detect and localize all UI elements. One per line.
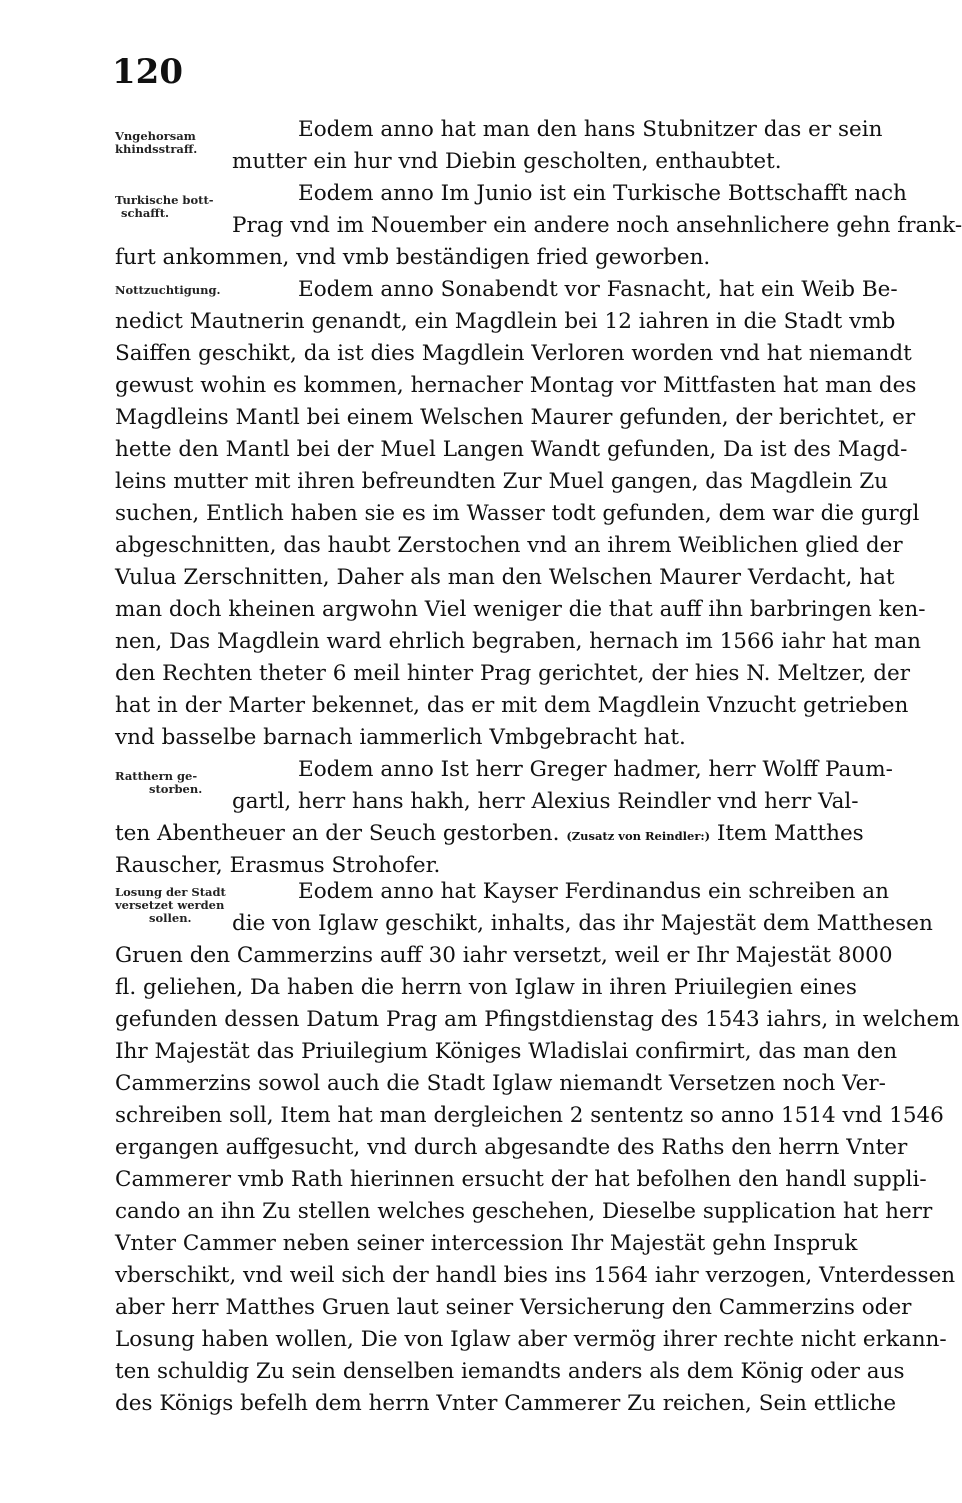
- text-line: den Rechten theter 6 meil hinter Prag gerichtet, der hies N. Meltzer, der: [115, 661, 910, 686]
- text-line: nedict Mautnerin genandt, ein Magdlein bei 12 iahren in die Stadt vmb: [115, 309, 896, 334]
- text-line: man doch kheinen argwohn Viel weniger die that auff ihn barbringen ken-: [115, 597, 926, 622]
- entry-first-line: Eodem anno Ist herr Greger hadmer, herr Wolff Paum-: [298, 757, 893, 782]
- margin-note-line: versetzet werden: [115, 898, 225, 912]
- text-line: die von Iglaw geschikt, inhalts, das ihr Majestät dem Matthesen: [232, 911, 933, 936]
- text-line: Magdleins Mantl bei einem Welschen Maurer gefunden, der berichtet, er: [115, 405, 916, 430]
- text-line: ergangen auffgesucht, vnd durch abgesandte des Raths den herrn Vnter: [115, 1135, 908, 1160]
- margin-note: [115, 284, 285, 297]
- text-line: Vnter Cammer neben seiner intercession Ihr Majestät gehn Inspruk: [115, 1231, 858, 1256]
- text-line: Losung haben wollen, Die von Iglaw aber vermög ihrer rechte nicht erkann-: [115, 1327, 947, 1352]
- entry-first-line: Eodem anno hat man den hans Stubnitzer das er sein: [298, 117, 883, 142]
- text-line: hat in der Marter bekennet, das er mit dem Magdlein Vnzucht getrieben: [115, 693, 909, 718]
- text-line: gewust wohin es kommen, hernacher Montag vor Mittfasten hat man des: [115, 373, 917, 398]
- margin-note-line: Ratthern ge-: [115, 769, 198, 783]
- text-line: leins mutter mit ihren befreundten Zur Muel gangen, das Magdlein Zu: [115, 469, 889, 494]
- text-line: nen, Das Magdlein ward ehrlich begraben, hernach im 1566 iahr hat man: [115, 629, 922, 654]
- margin-note-line: schafft.: [121, 206, 170, 220]
- text-line-part: ten Abentheuer an der Seuch gestorben.: [115, 821, 560, 846]
- text-line: suchen, Entlich haben sie es im Wasser todt gefunden, dem war die gurgl: [115, 501, 920, 526]
- text-line: des Königs befelh dem herrn Vnter Cammerer Zu reichen, Sein ettliche: [115, 1391, 897, 1416]
- text-line: aber herr Matthes Gruen laut seiner Versicherung den Cammerzins oder: [115, 1295, 912, 1320]
- text-line: Vulua Zerschnitten, Daher als man den Welschen Maurer Verdacht, hat: [115, 565, 895, 590]
- margin-note-line: Nottzuchtigung.: [115, 283, 221, 297]
- margin-note-line: Turkische bott-: [115, 193, 214, 207]
- margin-note-line: Losung der Stadt: [115, 885, 226, 899]
- text-line: vnd basselbe barnach iammerlich Vmbgebracht hat.: [115, 725, 686, 750]
- text-line: furt ankommen, vnd vmb beständigen fried geworben.: [115, 245, 711, 270]
- text-line: cando an ihn Zu stellen welches geschehen, Dieselbe supplication hat herr: [115, 1199, 933, 1224]
- margin-note-line: sollen.: [149, 911, 192, 925]
- text-line: fl. geliehen, Da haben die herrn von Iglaw in ihren Priuilegien eines: [115, 975, 857, 1000]
- text-line: [115, 818, 864, 852]
- text-line: gefunden dessen Datum Prag am Pfingstdienstag des 1543 iahrs, in welchem: [115, 1007, 960, 1032]
- text-line: hette den Mantl bei der Muel Langen Wandt gefunden, Da ist des Magd-: [115, 437, 908, 462]
- text-line: Cammerzins sowol auch die Stadt Iglaw niemandt Versetzen noch Ver-: [115, 1071, 886, 1096]
- page-number: 120: [112, 52, 183, 92]
- text-line: mutter ein hur vnd Diebin gescholten, enthaubtet.: [232, 149, 782, 174]
- text-line: abgeschnitten, das haubt Zerstochen vnd an ihrem Weiblichen glied der: [115, 533, 903, 558]
- text-line-part: Item Matthes: [716, 821, 864, 846]
- entry-first-line: Eodem anno Sonabendt vor Fasnacht, hat ein Weib Be-: [298, 277, 898, 302]
- text-line: Rauscher, Erasmus Strohofer.: [115, 853, 441, 878]
- inline-addition-note: (Zusatz von Reindler:): [566, 829, 711, 843]
- text-line: Ihr Majestät das Priuilegium Königes Wladislai confirmirt, das man den: [115, 1039, 898, 1064]
- text-line: Gruen den Cammerzins auff 30 iahr versetzt, weil er Ihr Majestät 8000: [115, 943, 893, 968]
- text-line: ten schuldig Zu sein denselben iemandts anders als dem König oder aus: [115, 1359, 905, 1384]
- text-line: Prag vnd im Nouember ein andere noch ansehnlichere gehn frank-: [232, 213, 962, 238]
- margin-note-line: storben.: [149, 782, 203, 796]
- text-line: Cammerer vmb Rath hierinnen ersucht der hat befolhen den handl suppli-: [115, 1167, 927, 1192]
- entry-first-line: Eodem anno hat Kayser Ferdinandus ein schreiben an: [298, 879, 889, 904]
- text-line: schreiben soll, Item hat man dergleichen 2 sententz so anno 1514 vnd 1546: [115, 1103, 944, 1128]
- entry-first-line: Eodem anno Im Junio ist ein Turkische Bottschafft nach: [298, 181, 907, 206]
- text-line: gartl, herr hans hakh, herr Alexius Reindler vnd herr Val-: [232, 789, 859, 814]
- margin-note-line: Vngehorsam: [115, 129, 196, 143]
- text-line: vberschikt, vnd weil sich der handl bies ins 1564 iahr verzogen, Vnterdessen: [115, 1263, 956, 1288]
- text-line: Saiffen geschikt, da ist dies Magdlein Verloren worden vnd hat niemandt: [115, 341, 912, 366]
- margin-note-line: khindsstraff.: [115, 142, 198, 156]
